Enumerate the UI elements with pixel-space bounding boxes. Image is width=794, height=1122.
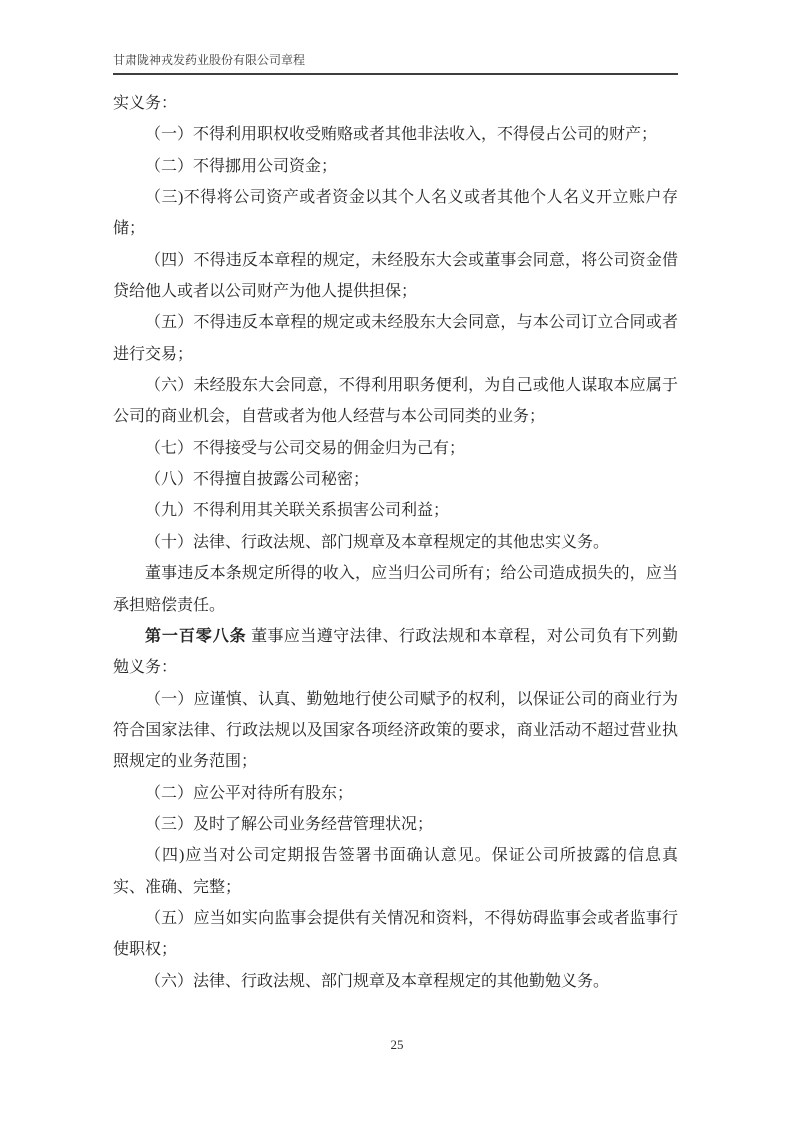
diligence-item-5: （五）应当如实向监事会提供有关情况和资料，不得妨碍监事会或者监事行使职权； xyxy=(113,909,678,959)
diligence-item-4: （四)应当对公司定期报告签署书面确认意见。保证公司所披露的信息真实、准确、完整； xyxy=(113,847,678,896)
diligence-item-1: （一）应谨慎、认真、勤勉地行使公司赋予的权利，以保证公司的商业行为符合国家法律、行政法规以及国家各项经济政策的要求，商业活动不超过营业执照规定的业务范围； xyxy=(113,690,678,771)
loyalty-item-5: （五）不得违反本章程的规定或未经股东大会同意，与本公司订立合同或者进行交易； xyxy=(113,314,678,363)
loyalty-item-7: （七）不得接受与公司交易的佣金归为己有； xyxy=(145,439,466,457)
loyalty-item-6: （六）未经股东大会同意，不得利用职务便利，为自己或他人谋取本应属于公司的商业机会，自营或者为他人经营与本公司同类的业务； xyxy=(113,377,678,426)
diligence-item-2: （二）应公平对待所有股东； xyxy=(145,784,354,802)
document-body xyxy=(113,88,678,997)
loyalty-item-4: （四）不得违反本章程的规定，未经股东大会或董事会同意，将公司资金借贷给他人或者以公司财产为他人提供担保； xyxy=(113,251,678,301)
page-number: 25 xyxy=(390,1037,404,1052)
page-footer xyxy=(0,1037,794,1053)
header-title: 甘肃陇神戎发药业股份有限公司章程 xyxy=(113,53,306,67)
article-108-number: 第一百零八条 xyxy=(145,627,247,645)
para-liability: 董事违反本条规定所得的收入，应当归公司所有；给公司造成损失的，应当承担赔偿责任。 xyxy=(113,565,678,614)
para-article-108 xyxy=(113,621,678,684)
para-carryover: 实义务： xyxy=(113,95,178,112)
diligence-item-6: （六）法律、行政法规、部门规章及本章程规定的其他勤勉义务。 xyxy=(145,972,610,990)
article-108-text: 董事应当遵守法律、行政法规和本章程，对公司负有下列勤勉义务： xyxy=(113,627,678,677)
page-header xyxy=(113,52,678,75)
loyalty-item-8: （八）不得擅自披露公司秘密； xyxy=(145,471,370,489)
loyalty-item-2: （二）不得挪用公司资金； xyxy=(145,157,338,175)
loyalty-item-10: （十）法律、行政法规、部门规章及本章程规定的其他忠实义务。 xyxy=(145,533,610,551)
loyalty-item-9: （九）不得利用其关联关系损害公司利益； xyxy=(145,502,450,520)
diligence-item-3: （三）及时了解公司业务经营管理状况； xyxy=(145,815,434,833)
loyalty-item-3: （三)不得将公司资产或者资金以其个人名义或者其他个人名义开立账户存储； xyxy=(113,189,678,238)
loyalty-item-1: （一）不得利用职权收受贿赂或者其他非法收入，不得侵占公司的财产； xyxy=(145,126,658,144)
